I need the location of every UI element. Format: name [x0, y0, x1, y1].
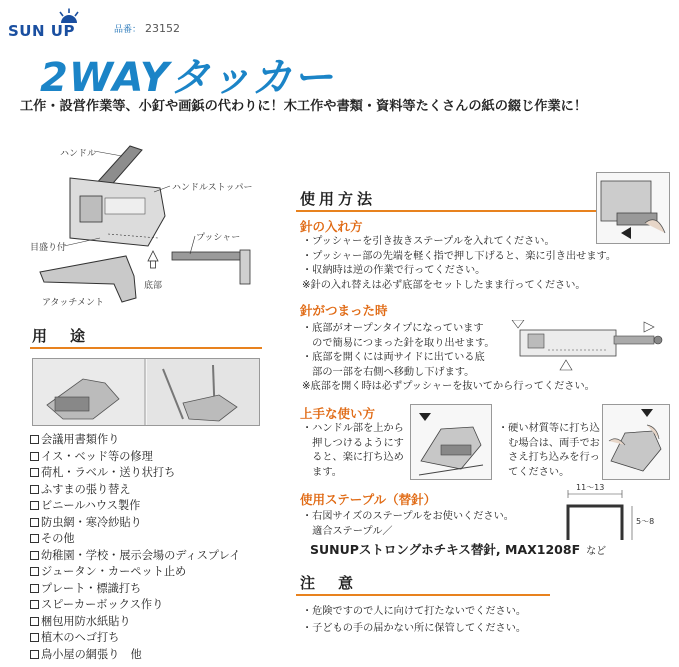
uses-heading: 用 途 [32, 327, 90, 345]
list-item: ビニールハウス製作 [30, 498, 240, 515]
checkbox-icon [30, 468, 39, 477]
product-title: 2WAYタッカー [40, 55, 334, 101]
checkbox-icon [30, 518, 39, 527]
list-item: スピーカーボックス作り [30, 597, 240, 614]
tips-title: 上手な使い方 [300, 406, 376, 421]
caution-heading: 注 意 [300, 574, 358, 592]
label-attachment: アタッチメント [42, 298, 105, 308]
list-item: ジュータン・カーペット止め [30, 564, 240, 581]
staple-size-diagram [560, 482, 670, 546]
checkbox-icon [30, 633, 39, 642]
two-hands-illustration [603, 405, 669, 479]
staples-title: 使用ステープル（替針） [300, 492, 437, 507]
checkbox-icon [30, 600, 39, 609]
list-item: 防虫網・寒冷紗貼り [30, 515, 240, 532]
checkbox-icon [30, 617, 39, 626]
list-item: イス・ベッド等の修理 [30, 449, 240, 466]
checkbox-icon [30, 435, 39, 444]
loading-title: 針の入れ方 [300, 219, 363, 234]
uses-divider [30, 347, 262, 349]
press-down-illustration [411, 405, 491, 479]
jam-illustration [508, 320, 670, 382]
checkbox-icon [30, 485, 39, 494]
tips-illustration-left [410, 404, 492, 480]
caution-divider [296, 594, 550, 596]
checkbox-icon [30, 452, 39, 461]
compatible-staples: SUNUPストロングホチキス替針, MAX1208F など [310, 542, 607, 557]
label-handle-stopper: ハンドルストッパー [172, 183, 253, 193]
label-scale: 目盛り付 [30, 243, 67, 253]
checkbox-icon [30, 551, 39, 560]
checkbox-icon [30, 650, 39, 659]
staple-width-label: 11～13 [576, 483, 605, 492]
checkbox-icon [30, 501, 39, 510]
label-handle: ハンドル [60, 149, 97, 159]
jam-title: 針がつまった時 [300, 303, 388, 318]
staples-text: ・右図サイズのステープルをお使いください。 適合ステープル／ [302, 511, 514, 537]
list-item: 鳥小屋の網張り 他 [30, 647, 240, 664]
list-item: 荷札・ラベル・送り状打ち [30, 465, 240, 482]
product-number [114, 22, 180, 35]
pusher-illustration [597, 173, 669, 243]
list-item: その他 [30, 531, 240, 548]
checkbox-icon [30, 567, 39, 576]
label-bottom: 底部 [144, 281, 163, 291]
tacker-diagram [30, 138, 275, 320]
staple-height-label: 5～8 [636, 517, 655, 526]
list-item: ふすまの張り替え [30, 482, 240, 499]
product-number-label: 品番： [114, 25, 142, 35]
sunup-logo [8, 8, 110, 40]
checkbox-icon [30, 534, 39, 543]
open-bottom-illustration [508, 320, 670, 382]
usage-example-illustration [33, 359, 259, 425]
caution-text: ・危険ですので人に向けて打たないでください。 ・子どもの手の届かない所に保管してください。 [302, 606, 527, 634]
brand-name: SUN UP [8, 22, 75, 40]
tips-right-text: ・硬い材質等に打ち込 む場合は、両手でお さえ打ち込みを行っ てください。 [498, 423, 600, 478]
product-number-value: 23152 [145, 22, 181, 35]
uses-photo [32, 358, 260, 426]
howto-heading: 使用方法 [300, 190, 377, 208]
tips-illustration-right [602, 404, 670, 480]
list-item: 会議用書類作り [30, 432, 240, 449]
list-item: 植木のヘゴ打ち [30, 630, 240, 647]
loading-illustration [596, 172, 670, 244]
loading-text: ・プッシャーを引き抜きステープルを入れてください。 ・プッシャー部の先端を軽く指で押し下げると、楽に引き出せます。 ・収納時は逆の作業で行ってください。 ※針の入れ替えは必ず底部をセットしたまま行ってください。 [302, 236, 617, 291]
list-item: 梱包用防水紙貼り [30, 614, 240, 631]
jam-text: ・底部がオープンタイプになっています ので簡易につまった針を取り出せます。 ・底部を開くには両サイドに出ている底 部の一部を右側へ移動し下げます。 ※底部を開く時は必ずプッシャーを抜いてから行ってください。 [302, 323, 595, 392]
uses-list [30, 432, 240, 663]
tips-left-text: ・ハンドル部を上から 押しつけるようにす ると、楽に打ち込め ます。 [302, 423, 404, 478]
checkbox-icon [30, 584, 39, 593]
list-item: プレート・標識打ち [30, 581, 240, 598]
label-pusher: プッシャー [196, 233, 241, 243]
product-subtitle: 工作・設営作業等、小釘や画鋲の代わりに！木工作や書類・資料等たくさんの紙の綴じ作業に！ [20, 99, 588, 114]
list-item: 幼稚園・学校・展示会場のディスプレイ [30, 548, 240, 565]
tacker-illustration [30, 138, 275, 320]
